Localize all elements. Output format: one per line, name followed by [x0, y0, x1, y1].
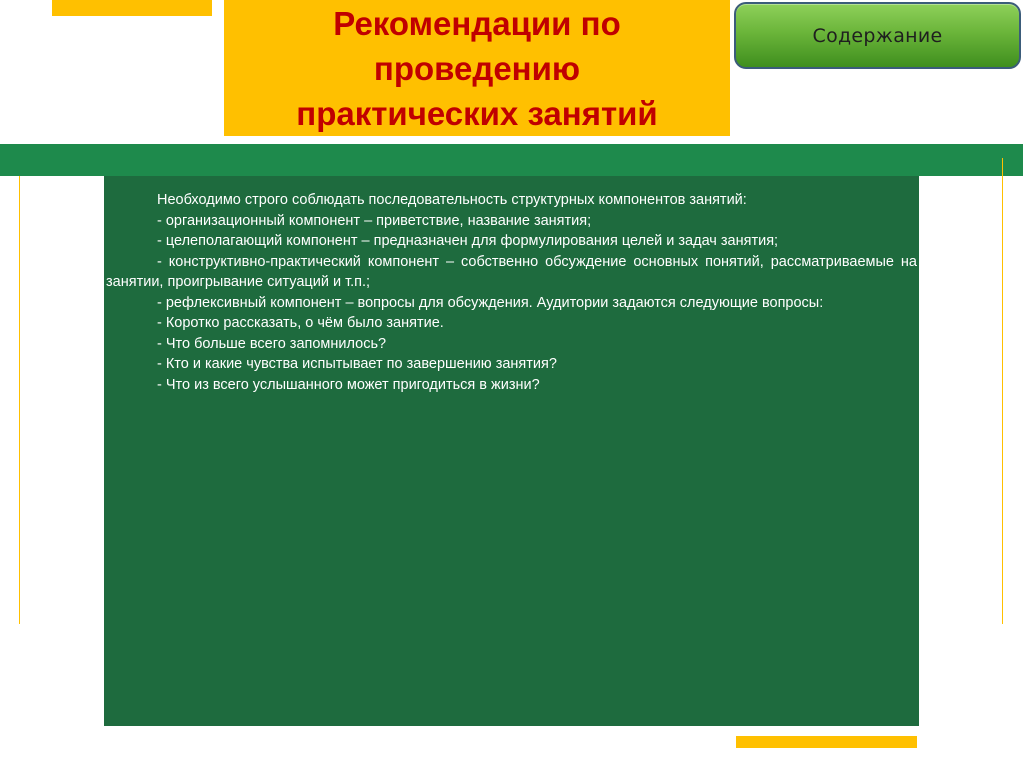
content-panel [104, 176, 919, 726]
header-divider-band [0, 144, 1023, 176]
title-line-3: практических занятий [296, 94, 658, 132]
question-item: - Что больше всего запомнилось? [157, 335, 387, 352]
title-line-2: проведению [373, 49, 581, 87]
question-item: - Что из всего услышанного может пригодиться в жизни? [157, 376, 540, 393]
component-goal-setting: - целеполагающий компонент – предназначен для формулирования целей и задач занятия; [157, 233, 779, 249]
left-border-line [19, 176, 20, 624]
question-item: - Коротко рассказать, о чём было занятие. [157, 315, 444, 331]
component-reflexive: - рефлексивный компонент – вопросы для обсуждения. Аудитории задаются следующие вопросы: [157, 294, 824, 311]
slide-title [296, 1, 657, 136]
question-item: - Кто и какие чувства испытывает по завершению занятия? [157, 356, 557, 372]
right-border-line [1002, 158, 1003, 624]
contents-button[interactable] [734, 2, 1021, 69]
component-constructive-practical: - конструктивно-практический компонент – собственно обсуждение основных понятий, рассматриваемые на занятии, проигрывание ситуаций и т.п.; [106, 253, 917, 290]
top-left-accent-bar [52, 0, 212, 16]
contents-button-label: Содержание [812, 24, 943, 47]
title-line-1: Рекомендации по [333, 4, 621, 42]
title-box [224, 0, 730, 136]
intro-paragraph: Необходимо строго соблюдать последовательность структурных компонентов занятий: [157, 192, 747, 208]
component-organizational: - организационный компонент – приветствие, название занятия; [157, 212, 592, 229]
bottom-accent-bar [736, 736, 917, 748]
